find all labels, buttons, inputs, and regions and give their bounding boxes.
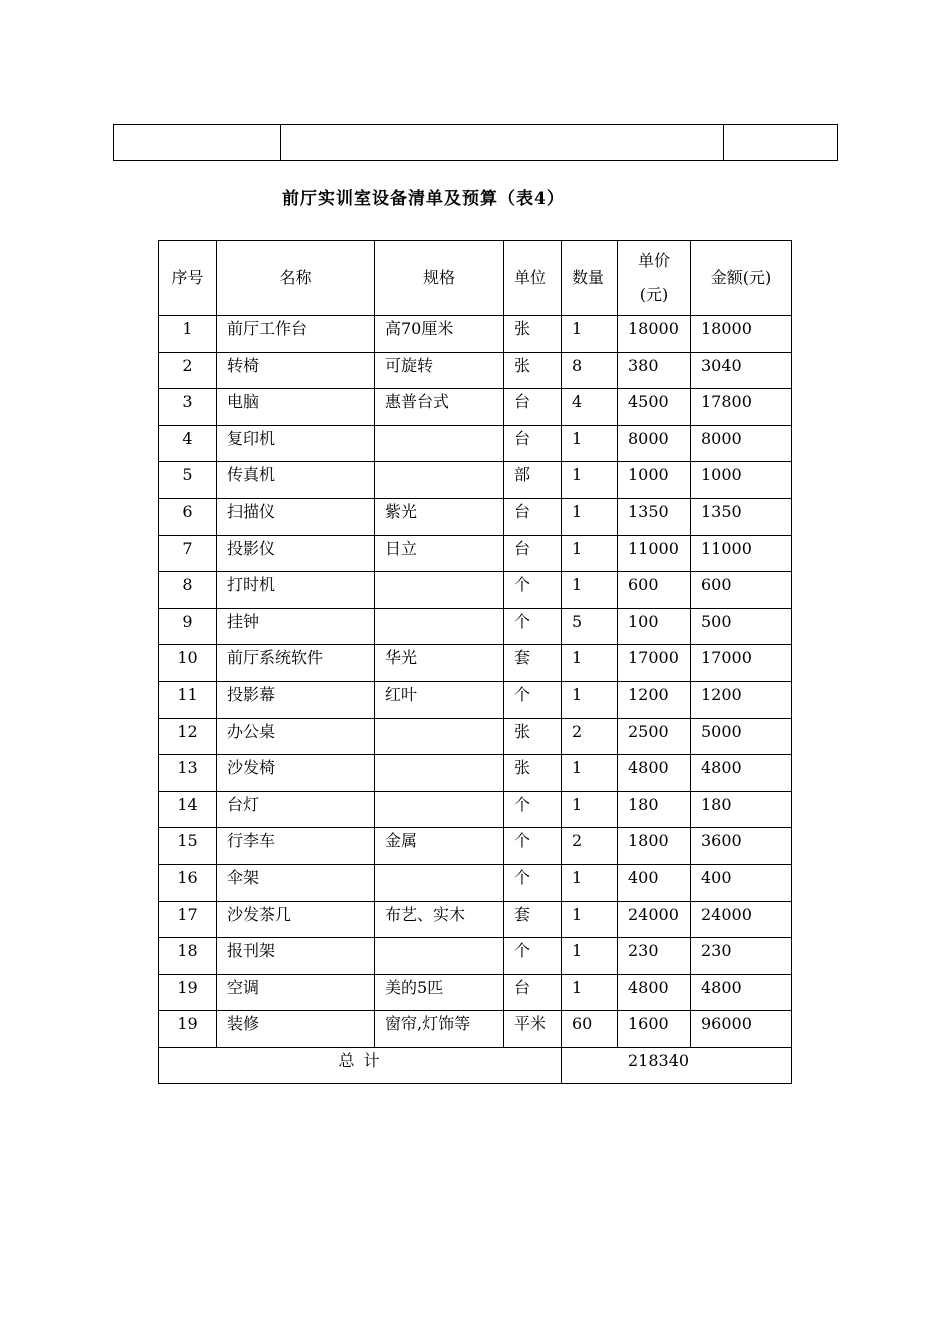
top-empty-table xyxy=(113,124,838,161)
cell-no: 2 xyxy=(159,352,217,389)
cell-spec xyxy=(375,864,504,901)
table-row xyxy=(159,938,792,975)
cell-spec: 紫光 xyxy=(375,498,504,535)
cell-unit: 张 xyxy=(504,755,562,792)
cell-name: 沙发椅 xyxy=(217,755,375,792)
cell-name: 转椅 xyxy=(217,352,375,389)
cell-no: 16 xyxy=(159,864,217,901)
cell-qty: 60 xyxy=(562,1011,618,1048)
cell-amount: 11000 xyxy=(691,535,792,572)
cell-qty: 4 xyxy=(562,389,618,426)
cell-name: 投影幕 xyxy=(217,681,375,718)
table-row xyxy=(159,572,792,609)
cell-price: 18000 xyxy=(618,316,691,353)
cell-price: 24000 xyxy=(618,901,691,938)
cell-amount: 5000 xyxy=(691,718,792,755)
header-amount: 金额(元) xyxy=(691,241,792,316)
cell-no: 5 xyxy=(159,462,217,499)
table-row xyxy=(159,791,792,828)
table-row xyxy=(159,1011,792,1048)
cell-name: 前厅系统软件 xyxy=(217,645,375,682)
cell-qty: 1 xyxy=(562,425,618,462)
header-spec: 规格 xyxy=(375,241,504,316)
cell-no: 14 xyxy=(159,791,217,828)
cell-name: 装修 xyxy=(217,1011,375,1048)
cell-amount: 4800 xyxy=(691,755,792,792)
table-row xyxy=(159,498,792,535)
total-label: 总 计 xyxy=(159,1047,562,1084)
cell-price: 1350 xyxy=(618,498,691,535)
cell-qty: 1 xyxy=(562,498,618,535)
cell-unit: 套 xyxy=(504,901,562,938)
cell-amount: 18000 xyxy=(691,316,792,353)
cell-name: 伞架 xyxy=(217,864,375,901)
cell-amount: 180 xyxy=(691,791,792,828)
cell-unit: 部 xyxy=(504,462,562,499)
cell-price: 1600 xyxy=(618,1011,691,1048)
cell-no: 18 xyxy=(159,938,217,975)
table-row xyxy=(159,535,792,572)
cell-unit: 个 xyxy=(504,572,562,609)
cell-qty: 1 xyxy=(562,462,618,499)
cell-price: 230 xyxy=(618,938,691,975)
cell-spec: 金属 xyxy=(375,828,504,865)
table-row xyxy=(159,389,792,426)
cell-amount: 8000 xyxy=(691,425,792,462)
cell-name: 传真机 xyxy=(217,462,375,499)
cell-unit: 台 xyxy=(504,425,562,462)
top-empty-row xyxy=(114,125,838,161)
header-qty: 数量 xyxy=(562,241,618,316)
header-name: 名称 xyxy=(217,241,375,316)
cell-amount: 24000 xyxy=(691,901,792,938)
cell-name: 沙发茶几 xyxy=(217,901,375,938)
cell-unit: 台 xyxy=(504,498,562,535)
cell-spec xyxy=(375,791,504,828)
header-no: 序号 xyxy=(159,241,217,316)
table-row xyxy=(159,645,792,682)
table-row xyxy=(159,828,792,865)
cell-no: 3 xyxy=(159,389,217,426)
cell-qty: 1 xyxy=(562,791,618,828)
cell-no: 8 xyxy=(159,572,217,609)
cell-name: 复印机 xyxy=(217,425,375,462)
total-value: 218340 xyxy=(562,1047,792,1084)
cell-price: 11000 xyxy=(618,535,691,572)
cell-name: 投影仪 xyxy=(217,535,375,572)
top-empty-cell xyxy=(281,125,724,161)
cell-amount: 4800 xyxy=(691,974,792,1011)
cell-amount: 1000 xyxy=(691,462,792,499)
table-row xyxy=(159,974,792,1011)
cell-name: 电脑 xyxy=(217,389,375,426)
equipment-budget-table xyxy=(158,240,792,1084)
cell-unit: 个 xyxy=(504,828,562,865)
table-body xyxy=(159,316,792,1048)
cell-spec: 惠普台式 xyxy=(375,389,504,426)
cell-price: 4800 xyxy=(618,974,691,1011)
cell-spec xyxy=(375,425,504,462)
cell-spec: 可旋转 xyxy=(375,352,504,389)
cell-unit: 个 xyxy=(504,938,562,975)
cell-price: 100 xyxy=(618,608,691,645)
cell-qty: 1 xyxy=(562,535,618,572)
cell-amount: 3040 xyxy=(691,352,792,389)
cell-qty: 1 xyxy=(562,645,618,682)
cell-unit: 台 xyxy=(504,535,562,572)
cell-qty: 1 xyxy=(562,864,618,901)
cell-name: 扫描仪 xyxy=(217,498,375,535)
cell-name: 打时机 xyxy=(217,572,375,609)
cell-price: 1000 xyxy=(618,462,691,499)
cell-amount: 230 xyxy=(691,938,792,975)
header-unit: 单位 xyxy=(504,241,562,316)
cell-unit: 张 xyxy=(504,352,562,389)
header-price-line2: (元) xyxy=(639,285,669,304)
header-row xyxy=(159,241,792,316)
table-row xyxy=(159,755,792,792)
top-empty-cell xyxy=(114,125,281,161)
header-price xyxy=(618,241,691,316)
cell-price: 1800 xyxy=(618,828,691,865)
cell-no: 4 xyxy=(159,425,217,462)
cell-amount: 1350 xyxy=(691,498,792,535)
cell-spec xyxy=(375,572,504,609)
cell-no: 19 xyxy=(159,1011,217,1048)
cell-spec: 日立 xyxy=(375,535,504,572)
cell-unit: 个 xyxy=(504,608,562,645)
cell-qty: 1 xyxy=(562,974,618,1011)
table-row xyxy=(159,901,792,938)
cell-price: 8000 xyxy=(618,425,691,462)
cell-spec xyxy=(375,608,504,645)
cell-no: 12 xyxy=(159,718,217,755)
cell-unit: 个 xyxy=(504,791,562,828)
cell-amount: 600 xyxy=(691,572,792,609)
cell-amount: 1200 xyxy=(691,681,792,718)
cell-price: 4500 xyxy=(618,389,691,426)
top-empty-cell xyxy=(724,125,838,161)
table-row xyxy=(159,608,792,645)
cell-no: 13 xyxy=(159,755,217,792)
cell-spec: 高70厘米 xyxy=(375,316,504,353)
cell-no: 15 xyxy=(159,828,217,865)
cell-no: 19 xyxy=(159,974,217,1011)
cell-qty: 1 xyxy=(562,572,618,609)
cell-name: 空调 xyxy=(217,974,375,1011)
cell-name: 行李车 xyxy=(217,828,375,865)
cell-amount: 500 xyxy=(691,608,792,645)
cell-spec xyxy=(375,938,504,975)
cell-price: 2500 xyxy=(618,718,691,755)
cell-name: 前厅工作台 xyxy=(217,316,375,353)
cell-price: 380 xyxy=(618,352,691,389)
cell-unit: 台 xyxy=(504,974,562,1011)
cell-no: 17 xyxy=(159,901,217,938)
cell-qty: 1 xyxy=(562,901,618,938)
cell-no: 7 xyxy=(159,535,217,572)
cell-unit: 套 xyxy=(504,645,562,682)
cell-qty: 1 xyxy=(562,681,618,718)
cell-name: 办公桌 xyxy=(217,718,375,755)
cell-qty: 8 xyxy=(562,352,618,389)
table-row xyxy=(159,681,792,718)
table-title: 前厅实训室设备清单及预算（表4） xyxy=(282,189,565,209)
cell-price: 17000 xyxy=(618,645,691,682)
cell-amount: 96000 xyxy=(691,1011,792,1048)
cell-amount: 17800 xyxy=(691,389,792,426)
table-row xyxy=(159,864,792,901)
cell-spec: 华光 xyxy=(375,645,504,682)
cell-unit: 张 xyxy=(504,718,562,755)
cell-spec: 布艺、实木 xyxy=(375,901,504,938)
cell-no: 9 xyxy=(159,608,217,645)
cell-unit: 张 xyxy=(504,316,562,353)
cell-unit: 台 xyxy=(504,389,562,426)
cell-no: 11 xyxy=(159,681,217,718)
cell-spec: 红叶 xyxy=(375,681,504,718)
cell-spec: 窗帘,灯饰等 xyxy=(375,1011,504,1048)
cell-amount: 400 xyxy=(691,864,792,901)
table-row xyxy=(159,352,792,389)
cell-qty: 2 xyxy=(562,828,618,865)
cell-price: 400 xyxy=(618,864,691,901)
cell-unit: 个 xyxy=(504,864,562,901)
cell-unit: 平米 xyxy=(504,1011,562,1048)
cell-name: 台灯 xyxy=(217,791,375,828)
cell-no: 1 xyxy=(159,316,217,353)
cell-qty: 5 xyxy=(562,608,618,645)
cell-amount: 3600 xyxy=(691,828,792,865)
cell-amount: 17000 xyxy=(691,645,792,682)
cell-price: 4800 xyxy=(618,755,691,792)
cell-unit: 个 xyxy=(504,681,562,718)
cell-price: 600 xyxy=(618,572,691,609)
cell-name: 挂钟 xyxy=(217,608,375,645)
table-row xyxy=(159,425,792,462)
total-row xyxy=(159,1047,792,1084)
cell-spec xyxy=(375,462,504,499)
header-price-line1: 单价 xyxy=(637,251,670,270)
cell-qty: 1 xyxy=(562,316,618,353)
cell-spec xyxy=(375,755,504,792)
cell-qty: 1 xyxy=(562,938,618,975)
table-row xyxy=(159,462,792,499)
cell-spec xyxy=(375,718,504,755)
cell-spec: 美的5匹 xyxy=(375,974,504,1011)
cell-no: 10 xyxy=(159,645,217,682)
cell-qty: 1 xyxy=(562,755,618,792)
cell-name: 报刊架 xyxy=(217,938,375,975)
cell-price: 180 xyxy=(618,791,691,828)
cell-no: 6 xyxy=(159,498,217,535)
cell-qty: 2 xyxy=(562,718,618,755)
table-row xyxy=(159,316,792,353)
table-row xyxy=(159,718,792,755)
cell-price: 1200 xyxy=(618,681,691,718)
